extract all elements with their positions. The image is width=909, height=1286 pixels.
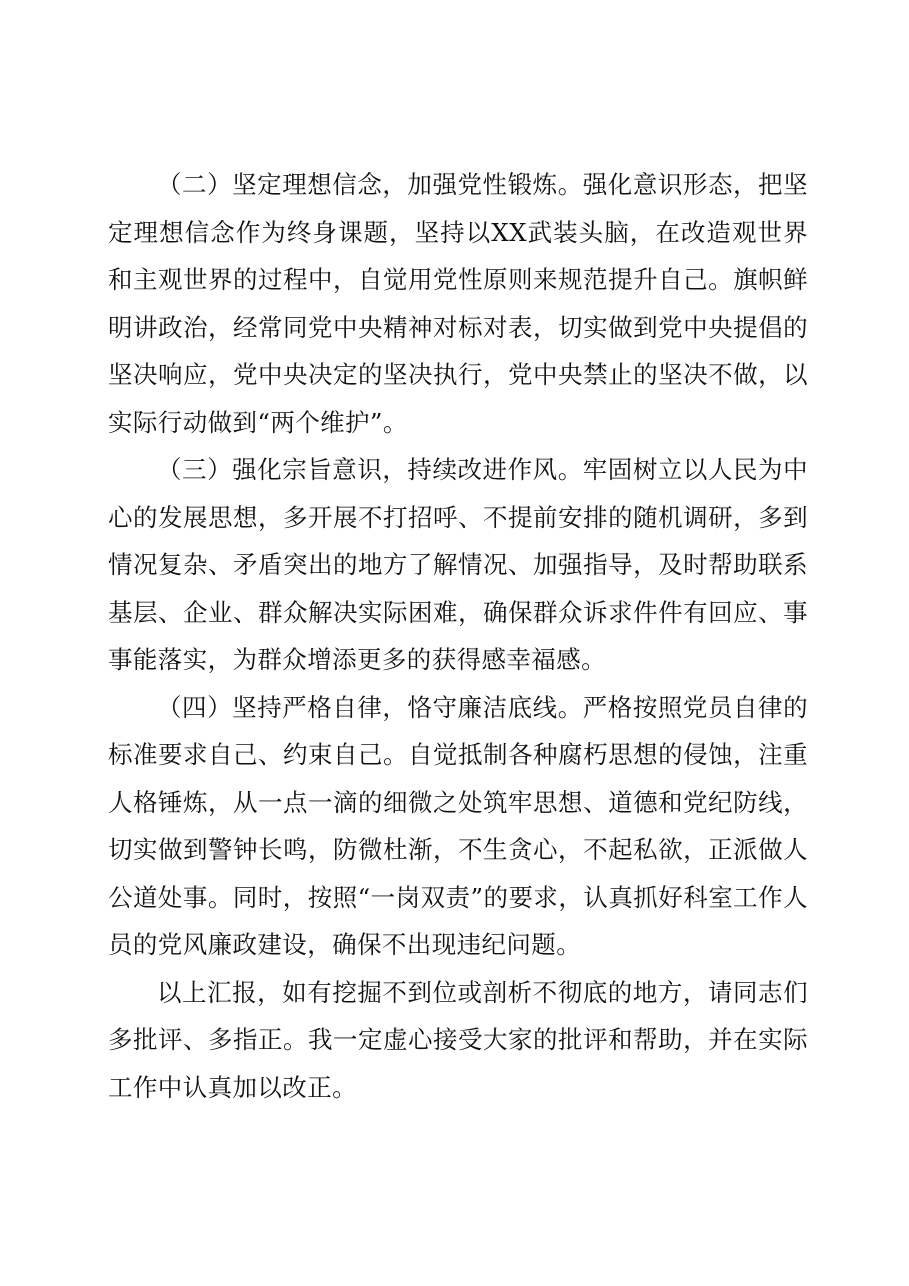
paragraph-text: 以上汇报，如有挖掘不到位或剖析不彻底的地方，请同志们多批评、多指正。我一定虚心接受大家的批评和帮助，并在实际工作中认真加以改正。 — [108, 977, 808, 1102]
paragraph-ideals — [108, 161, 808, 446]
paragraph-text: 严格按照党员自律的标准要求自己、约束自己。自觉抵制各种腐朽思想的侵蚀，注重人格锤炼，从一点一滴的细微之处筑牢思想、道德和党纪防线，切实做到警钟长鸣，防微杜渐，不生贪心，不起私欲，正派做人公道处事。同时，按照“一岗双责”的要求，认真抓好科室工作人员的党风廉政建设，确保不出现违纪问题。 — [108, 692, 808, 959]
paragraph-purpose — [108, 446, 808, 684]
section-heading-two: （二）坚定理想信念，加强党性锻炼。 — [157, 170, 583, 199]
paragraph-closing — [108, 969, 808, 1112]
document-body — [108, 161, 808, 1111]
paragraph-discipline — [108, 684, 808, 969]
section-heading-four: （四）坚持严格自律，恪守廉洁底线。 — [157, 692, 583, 722]
paragraph-text: 强化意识形态，把坚定理想信念作为终身课题，坚持以XX武装头脑，在改造观世界和主观世界的过程中，自觉用党性原则来规范提升自己。旗帜鲜明讲政治，经常同党中央精神对标对表，切实做到党中央提倡的坚决响应，党中央决定的坚决执行，党中央禁止的坚决不做，以实际行动做到“两个维护”。 — [108, 170, 808, 437]
paragraph-text: 牢固树立以人民为中心的发展思想，多开展不打招呼、不提前安排的随机调研，多到情况复杂、矛盾突出的地方了解情况、加强指导，及时帮助联系基层、企业、群众解决实际困难，确保群众诉求件件有回应、事事能落实，为群众增添更多的获得感幸福感。 — [108, 455, 808, 674]
section-heading-three: （三）强化宗旨意识，持续改进作风。 — [157, 455, 583, 484]
